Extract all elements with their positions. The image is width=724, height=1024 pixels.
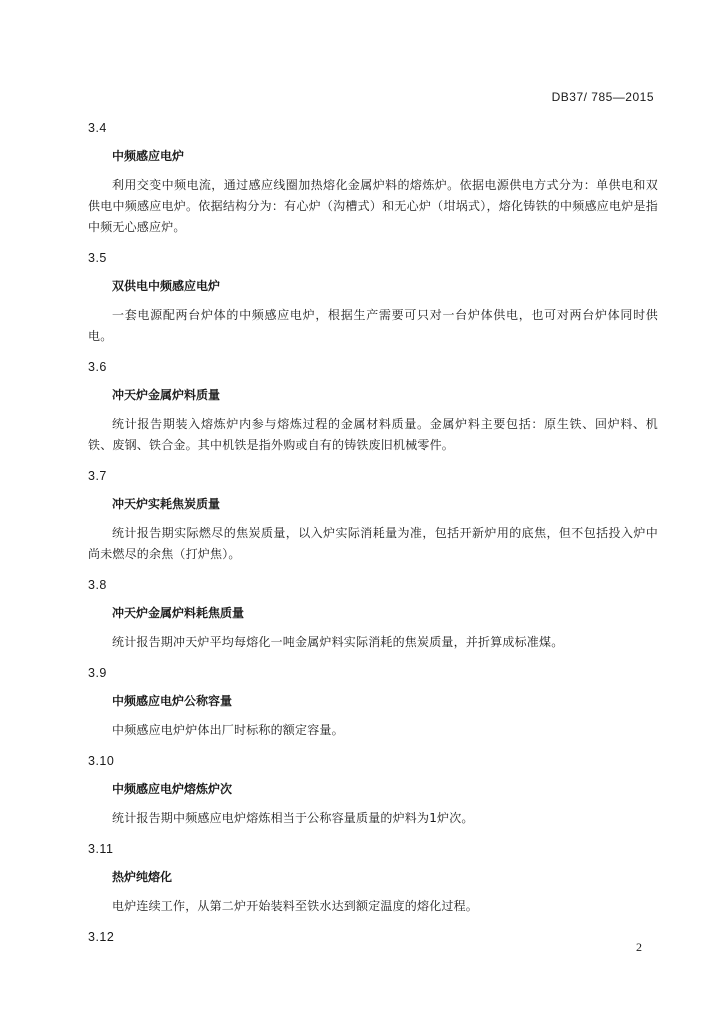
- section-3-6: [88, 357, 658, 456]
- section-title: 中频感应电炉: [112, 149, 185, 163]
- document-body: [88, 118, 658, 947]
- section-number: 3.12: [88, 930, 115, 944]
- section-title: 双供电中频感应电炉: [112, 279, 221, 293]
- section-3-12: [88, 927, 658, 947]
- section-number: 3.4: [88, 121, 107, 135]
- section-title: 热炉纯熔化: [112, 870, 173, 884]
- page-number: 2: [636, 940, 642, 954]
- section-3-4: [88, 118, 658, 238]
- section-3-9: [88, 663, 658, 741]
- section-body: 统计报告期冲天炉平均每熔化一吨金属炉料实际消耗的焦炭质量，并折算成标准煤。: [112, 635, 564, 649]
- section-title: 中频感应电炉熔炼炉次: [112, 782, 233, 796]
- section-body: 统计报告期中频感应电炉熔炼相当于公称容量质量的炉料为1炉次。: [112, 811, 474, 825]
- section-number: 3.10: [88, 754, 115, 768]
- section-body: 利用交变中频电流，通过感应线圈加热熔化金属炉料的熔炼炉。依据电源供电方式分为：单供电和双供电中频感应电炉。依据结构分为：有心炉（沟槽式）和无心炉（坩埚式），熔化铸铁的中频感应电炉是指中频无心感应炉。: [88, 178, 658, 234]
- section-number: 3.9: [88, 666, 107, 680]
- document-code: DB37/ 785—2015: [551, 90, 654, 104]
- section-number: 3.6: [88, 360, 107, 374]
- section-number: 3.7: [88, 469, 107, 483]
- section-3-10: [88, 751, 658, 829]
- section-body: 电炉连续工作，从第二炉开始装料至铁水达到额定温度的熔化过程。: [112, 899, 479, 913]
- section-body: 中频感应电炉炉体出厂时标称的额定容量。: [112, 723, 344, 737]
- section-title: 冲天炉金属炉料质量: [112, 388, 221, 402]
- section-3-11: [88, 839, 658, 917]
- section-body: 统计报告期装入熔炼炉内参与熔炼过程的金属材料质量。金属炉料主要包括：原生铁、回炉料、机铁、废钢、铁合金。其中机铁是指外购或自有的铸铁废旧机械零件。: [88, 417, 658, 452]
- section-number: 3.11: [88, 842, 114, 856]
- section-title: 冲天炉实耗焦炭质量: [112, 497, 221, 511]
- section-number: 3.8: [88, 578, 107, 592]
- section-3-8: [88, 575, 658, 653]
- section-body: 一套电源配两台炉体的中频感应电炉，根据生产需要可只对一台炉体供电，也可对两台炉体同时供电。: [88, 308, 658, 343]
- section-3-5: [88, 248, 658, 347]
- section-3-7: [88, 466, 658, 565]
- section-title: 中频感应电炉公称容量: [112, 694, 233, 708]
- section-title: 冲天炉金属炉料耗焦质量: [112, 606, 245, 620]
- section-body: 统计报告期实际燃尽的焦炭质量，以入炉实际消耗量为准，包括开新炉用的底焦，但不包括投入炉中尚未燃尽的余焦（打炉焦）。: [88, 526, 658, 561]
- section-number: 3.5: [88, 251, 107, 265]
